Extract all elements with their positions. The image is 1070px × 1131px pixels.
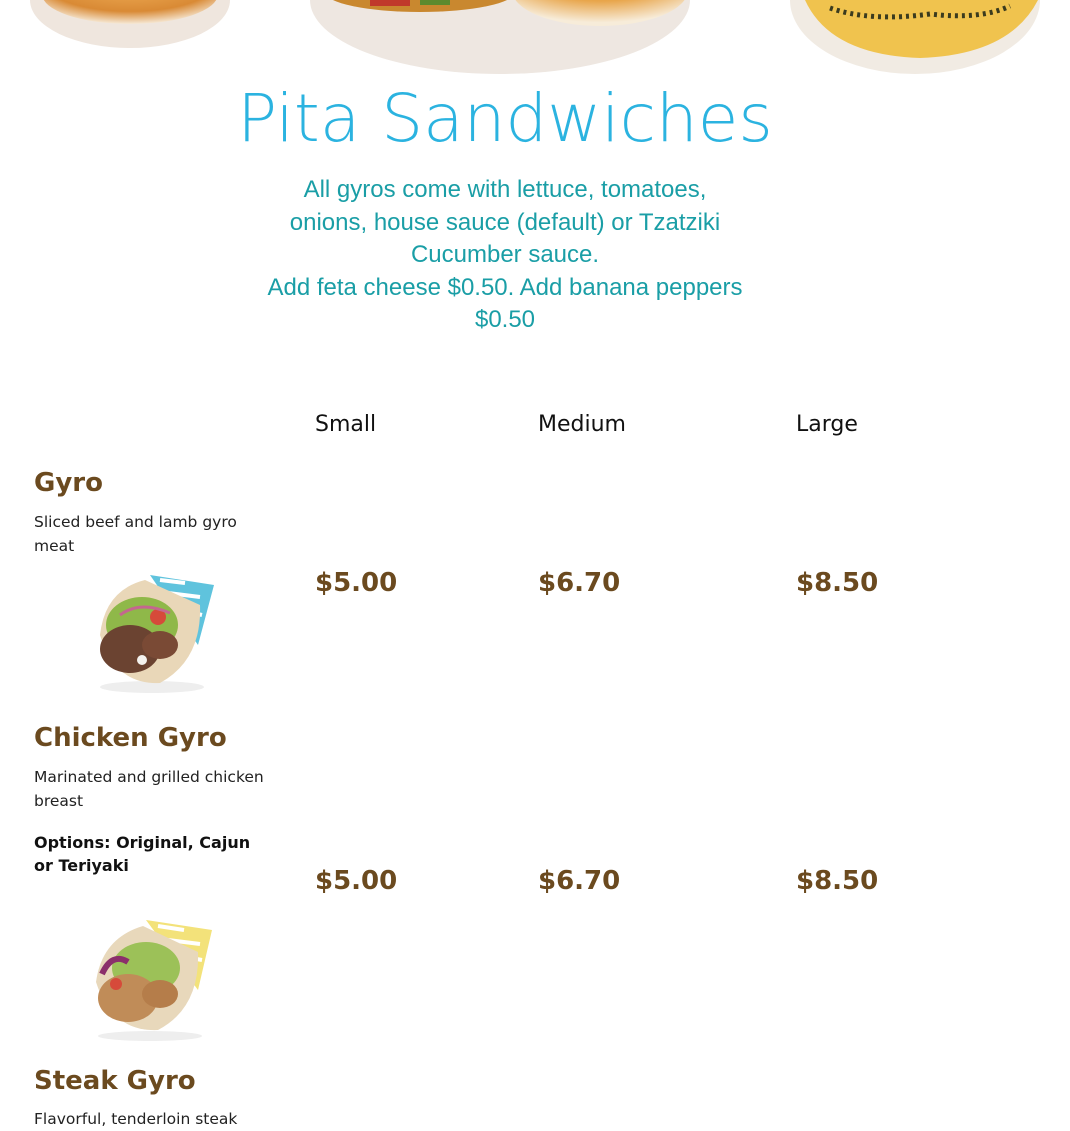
intro-line-1: All gyros come with lettuce, tomatoes, onions, house sauce (default) or Tzatziki Cucumber sauce. <box>289 176 721 268</box>
price-small: $5.00 <box>315 866 398 896</box>
gyro-wrap-icon <box>90 565 220 695</box>
food-photos-strip <box>0 0 1070 80</box>
intro-line-2: Add feta cheese $0.50. Add banana peppers $0.50 <box>267 273 743 333</box>
item-name: Steak Gyro <box>34 1066 196 1096</box>
item-name: Chicken Gyro <box>34 723 227 753</box>
price-medium: $6.70 <box>538 568 621 598</box>
menu-intro <box>262 174 748 337</box>
item-options: Options: Original, Cajun or Teriyaki <box>34 833 251 875</box>
price-small: $5.00 <box>315 568 398 598</box>
column-header-medium: Medium <box>538 412 626 437</box>
item-description: Sliced beef and lamb gyro meat <box>34 513 237 555</box>
item-description: Flavorful, tenderloin steak <box>34 1110 238 1128</box>
column-header-small: Small <box>315 412 377 437</box>
price-large: $8.50 <box>796 866 879 896</box>
price-large: $8.50 <box>796 568 879 598</box>
column-header-large: Large <box>796 412 858 437</box>
hero-banner <box>0 0 1070 80</box>
chicken-gyro-wrap-icon <box>88 912 218 1042</box>
item-name: Gyro <box>34 468 103 498</box>
page-title: Pita Sandwiches <box>237 80 773 157</box>
price-medium: $6.70 <box>538 866 621 896</box>
item-description: Marinated and grilled chicken breast <box>34 768 264 810</box>
